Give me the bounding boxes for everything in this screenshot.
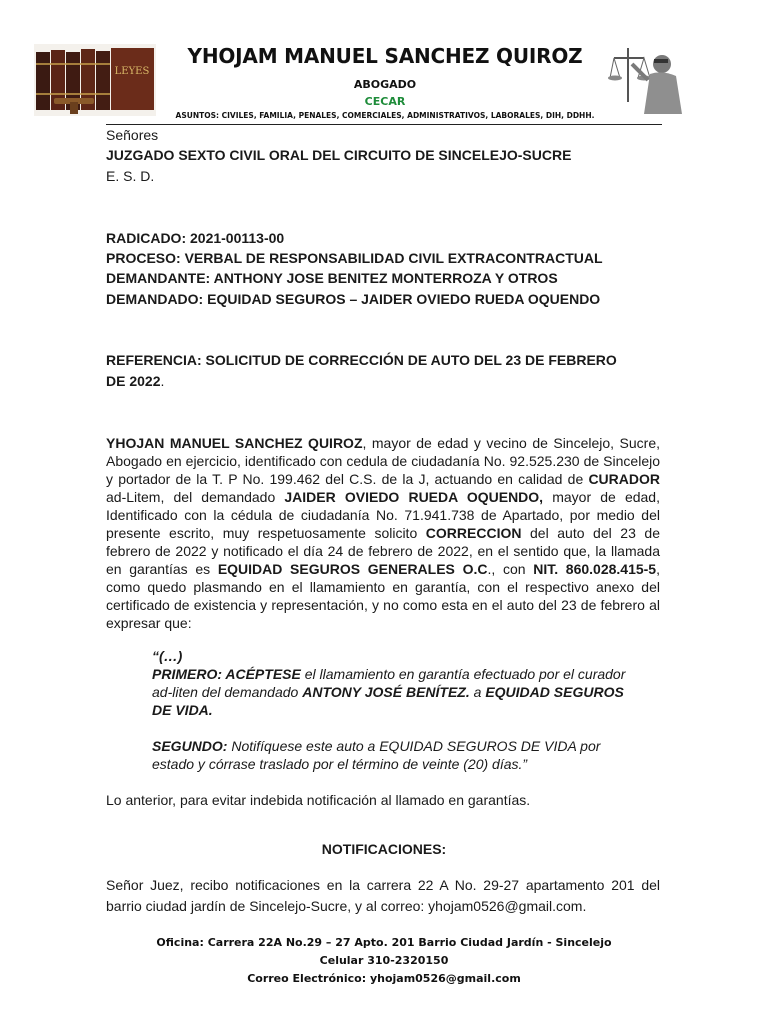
body-text-5: ., con <box>487 561 534 577</box>
books-logo-text: LEYES <box>114 66 150 77</box>
esd: E. S. D. <box>106 168 155 184</box>
demandante: DEMANDANTE: ANTHONY JOSE BENITEZ MONTERROZA Y OTROS <box>106 270 558 286</box>
quote-primero <box>152 665 642 719</box>
body-text-3: mayor de edad, Identificado con la cédula de ciudadanía No. 71.941.738 de Apartado, por medio del presente escrito, muy respetuosamente solicito <box>106 489 660 541</box>
reference-date: DE 2022 <box>106 373 161 389</box>
reference-line-2 <box>106 372 164 390</box>
reference-line-1: REFERENCIA: SOLICITUD DE CORRECCIÓN DE AUTO DEL 23 DE FEBRERO <box>106 352 617 368</box>
correccion-label: CORRECCION <box>425 525 522 541</box>
primero-entity: EQUIDAD SEGUROS DE VIDA. <box>152 684 624 718</box>
closing-sentence: Lo anterior, para evitar indebida notificación al llamado en garantías. <box>106 792 531 808</box>
curador-label: CURADOR <box>588 471 660 487</box>
demandado: DEMANDADO: EQUIDAD SEGUROS – JAIDER OVIEDO RUEDA OQUENDO <box>106 291 601 307</box>
defendant-name: JAIDER OVIEDO RUEDA OQUENDO, <box>284 489 544 505</box>
body-text-2: ad-Litem, del demandado <box>106 489 285 505</box>
quote-segundo <box>152 737 642 773</box>
footer-office: Oficina: Carrera 22A No.29 – 27 Apto. 201 Barrio Ciudad Jardín - Sincelejo <box>156 936 612 949</box>
court-name: JUZGADO SEXTO CIVIL ORAL DEL CIRCUITO DE SINCELEJO-SUCRE <box>106 147 572 163</box>
salutation: Señores <box>106 127 159 143</box>
body-text-4: del auto del 23 de febrero de 2022 y notificado el día 24 de febrero de 2022, en el sentido que, la llamada en garantías es <box>106 525 660 577</box>
quote-open: “(…) <box>152 648 183 664</box>
insurer-nit: NIT. 860.028.415-5 <box>533 561 657 577</box>
lawyer-org: CECAR <box>364 95 406 108</box>
primero-name: ANTONY JOSÉ BENÍTEZ. <box>302 684 470 700</box>
primero-text-1: el llamamiento en garantía efectuado por el curador ad-liten del demandado <box>152 666 626 700</box>
footer-phone: Celular 310-2320150 <box>319 954 449 967</box>
body-text-6: , como quedo plasmando en el llamamiento en garantía, con el respectivo anexo del certificado de existencia y representación, y no como esta en el auto del 23 de febrero al expresar que: <box>106 561 660 631</box>
body-text-1: , mayor de edad y vecino de Sincelejo, Sucre, Abogado en ejercicio, identificado con cedula de ciudadanía No. 92.525.230 de Sincelejo y portador de la T. P No. 199.462 del C.S. de la J, actuando en calidad de <box>106 435 661 487</box>
insurer-name: EQUIDAD SEGUROS GENERALES O.C <box>217 561 488 577</box>
practice-areas: ASUNTOS: CIVILES, FAMILIA, PENALES, COMERCIALES, ADMINISTRATIVOS, LABORALES, DIH, DDHH. <box>175 111 595 120</box>
header-divider <box>106 124 662 125</box>
body-paragraph <box>106 434 660 632</box>
letterhead <box>0 0 768 130</box>
notifications-text: Señor Juez, recibo notificaciones en la carrera 22 A No. 29-27 apartamento 201 del barrio ciudad jardín de Sincelejo-Sucre, y al correo: yhojam0526@gmail.com. <box>106 877 660 914</box>
law-books-logo <box>34 44 156 116</box>
segundo-label: SEGUNDO: <box>152 738 228 754</box>
segundo-text: Notifíquese este auto a EQUIDAD SEGUROS DE VIDA por estado y córrase traslado por el término de veinte (20) días.” <box>152 738 601 772</box>
primero-label: PRIMERO: ACÉPTESE <box>152 666 301 682</box>
proceso: PROCESO: VERBAL DE RESPONSABILIDAD CIVIL EXTRACONTRACTUAL <box>106 250 603 266</box>
notifications-title: NOTIFICACIONES: <box>321 841 447 857</box>
lady-justice-logo <box>608 44 720 116</box>
lawyer-title: ABOGADO <box>353 78 417 91</box>
primero-text-2: a <box>469 684 486 700</box>
lawyer-name: YHOJAM MANUEL SANCHEZ QUIROZ <box>187 44 583 68</box>
quoted-order <box>152 647 642 773</box>
radicado: RADICADO: 2021-00113-00 <box>106 230 285 246</box>
quote-spacer <box>152 719 642 737</box>
requester-name: YHOJAN MANUEL SANCHEZ QUIROZ <box>106 435 363 451</box>
footer-email: Correo Electrónico: yhojam0526@gmail.com <box>247 972 521 985</box>
reference-period: . <box>160 373 165 389</box>
